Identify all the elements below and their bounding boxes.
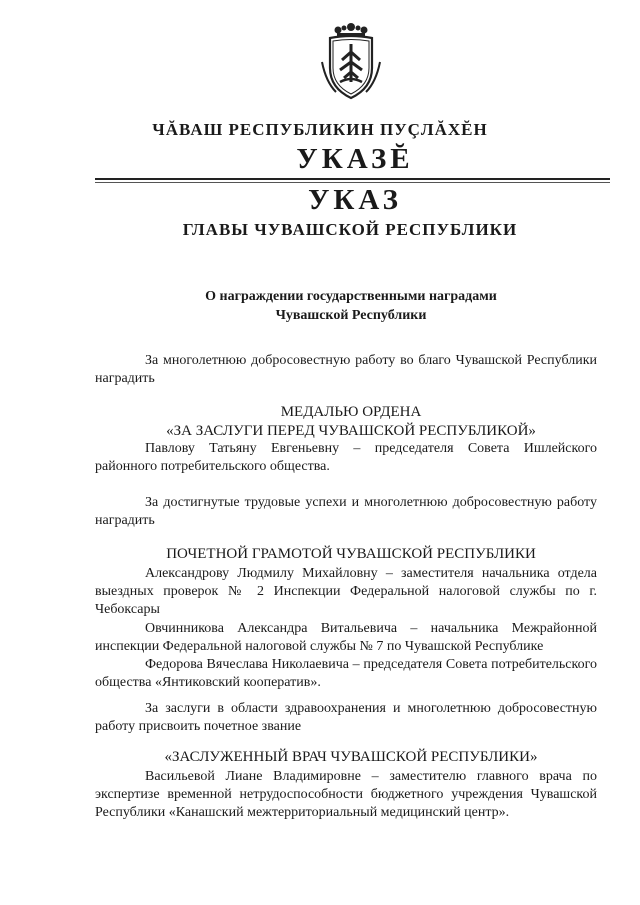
decree-title: УКАЗ — [308, 184, 402, 216]
chuvash-coat-of-arms-icon — [318, 22, 384, 104]
header-divider-thin — [95, 182, 610, 183]
award-3-title: «ЗАСЛУЖЕННЫЙ ВРАЧ ЧУВАШСКОЙ РЕСПУБЛИКИ» — [164, 749, 538, 765]
subject-line-1: О награждении государственными наградами — [205, 289, 497, 304]
intro-paragraph-2: За достигнутые трудовые успехи и многолетнюю добросовестную работу наградить — [95, 495, 597, 528]
award-3-recipient-1: Васильевой Лиане Владимировне – заместителю главного врача по экспертизе временной нетрудоспособности бюджетного учреждения Чувашской Республики «Канашский межтерриториальный медицинский центр». — [95, 769, 597, 820]
award-1-title-line-1: МЕДАЛЬЮ ОРДЕНА — [280, 404, 422, 420]
chuvash-header-line: ЧĂВАШ РЕСПУБЛИКИН ПУÇЛĂХĔН — [152, 120, 488, 139]
intro-paragraph-3: За заслуги в области здравоохранения и многолетнюю добросовестную работу присвоить почетное звание — [95, 701, 597, 734]
award-1-title-line-2: «ЗА ЗАСЛУГИ ПЕРЕД ЧУВАШСКОЙ РЕСПУБЛИКОЙ» — [166, 423, 536, 439]
chuvash-decree-title: УКАЗĔ — [296, 143, 414, 175]
award-2-recipient-1: Александрову Людмилу Михайловну – заместителя начальника отдела выездных проверок № 2 Инспекции Федеральной налоговой службы по г. Чебоксары — [95, 566, 597, 617]
award-2-recipient-3: Федорова Вячеслава Николаевича – председателя Совета потребительского общества «Янтиковский кооператив». — [95, 657, 597, 690]
intro-paragraph-1: За многолетнюю добросовестную работу во благо Чувашской Республики наградить — [95, 353, 597, 386]
decree-subject — [95, 287, 607, 325]
award-2-title: ПОЧЕТНОЙ ГРАМОТОЙ ЧУВАШСКОЙ РЕСПУБЛИКИ — [166, 546, 536, 562]
subject-line-2: Чувашской Республики — [275, 308, 427, 323]
award-1-recipient: Павлову Татьяну Евгеньевну – председателя Совета Ишлейского районного потребительского общества. — [95, 441, 597, 474]
header-divider — [95, 178, 610, 180]
award-2-recipient-2: Овчинникова Александра Витальевича – начальника Межрайонной инспекции Федеральной налоговой службы № 7 по Чувашской Республике — [95, 621, 597, 654]
head-of-republic-line: ГЛАВЫ ЧУВАШСКОЙ РЕСПУБЛИКИ — [182, 220, 518, 239]
award-1-title — [95, 403, 607, 441]
